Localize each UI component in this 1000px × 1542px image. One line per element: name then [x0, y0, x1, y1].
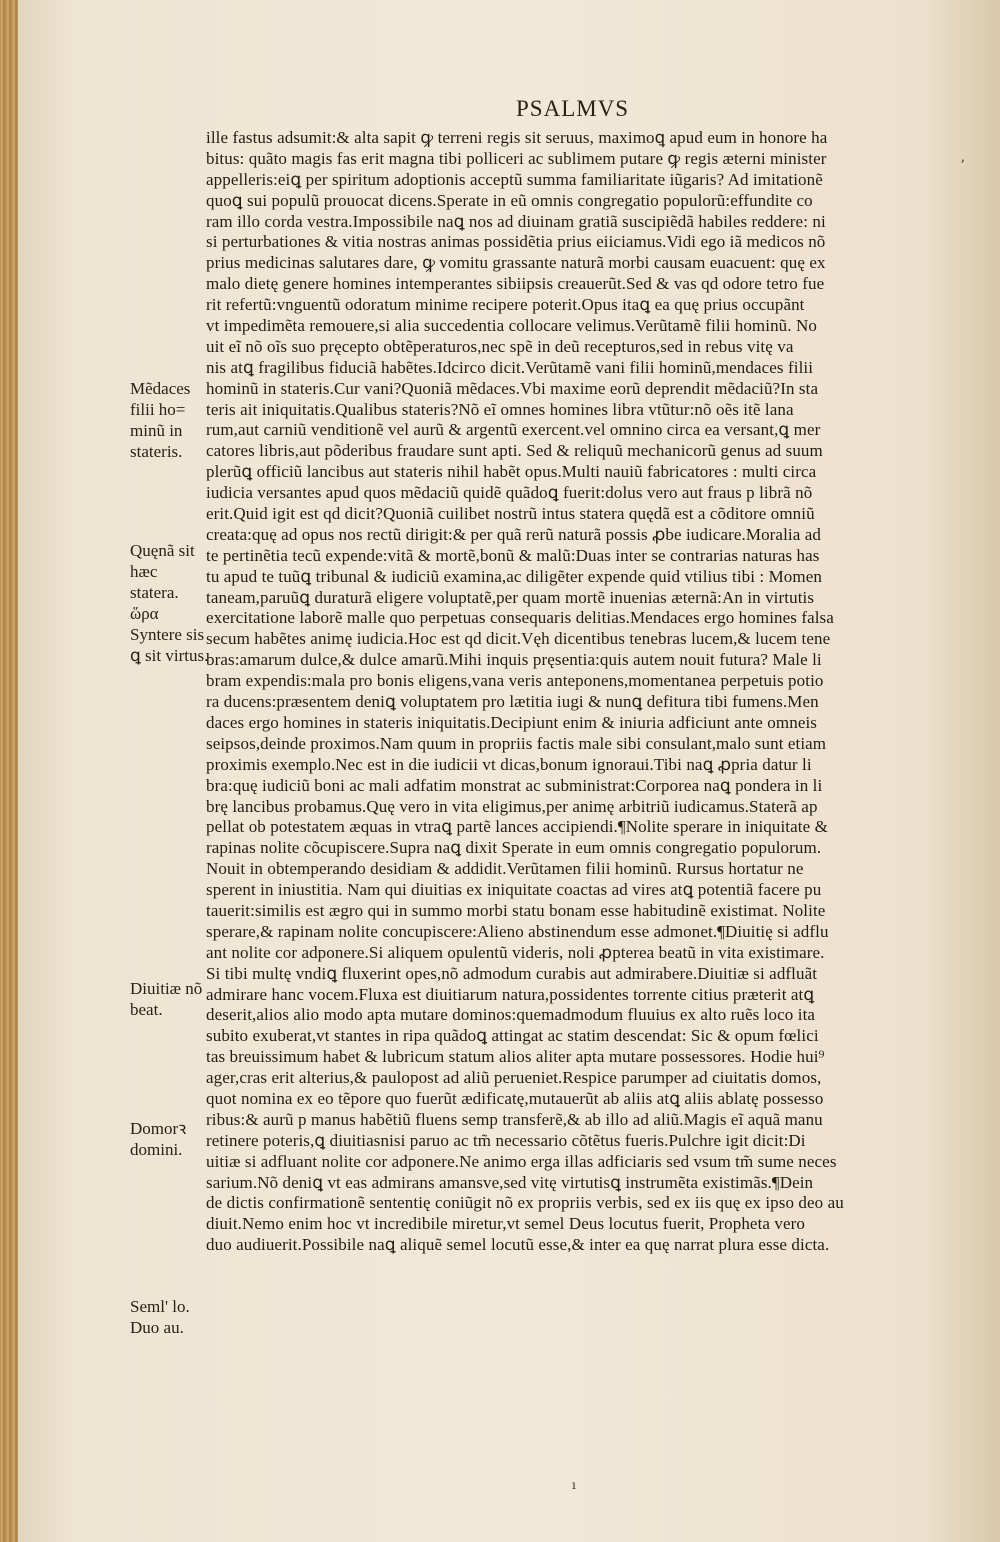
text-line: exercitatione laborẽ malle quo perpetuas consequaris delitias.Mendaces ergo homines falsa [206, 608, 834, 628]
text-line: malo dietę genere homines intemperantes sibiipsis creauerũt.Sed & vas qd odore tetro fue [206, 274, 825, 294]
text-line: tas breuissimum habet & lubricum statum alios aliter apta mutare possessores. Hodie hui⁹ [206, 1047, 825, 1067]
text-line: bras:amarum dulce,& dulce amarũ.Mihi inquis pręsentia:quis autem nouit futura? Male li [206, 650, 822, 670]
text-line: rit refertũ:vnguentũ odoratum minime recipere poterit.Opus itaꝗ ea quę prius occupãnt [206, 295, 805, 315]
text-line: catores libris,aut põderibus fraudare sunt apti. Sed & reliquũ mechanicorũ genus ad suum [206, 441, 823, 461]
text-line: ant nolite cor adponere.Si aliquem opulentũ videris, noli ꝓpterea beatũ in vita existimare. [206, 942, 825, 962]
text-line: deserit,alios alio modo apta mutare dominos:quemadmodum fluuius ex alto ruẽs loco ita [206, 1005, 816, 1025]
book-page-edge [0, 0, 18, 1542]
text-line: pellat ob potestatem æquas in vtraꝗ partẽ lances accipiendi.¶Nolite sperare in iniquitate & [206, 817, 828, 837]
text-line: prius medicinas salutares dare, ꝙ vomitu grassante naturã morbi causam euacuent: quę ex [206, 253, 826, 273]
text-line: quoꝗ sui populũ prouocat dicens.Sperate in eũ omnis congregatio populorũ:effundite co [206, 190, 813, 210]
text-line: ram illo corda vestra.Impossibile naꝗ nos ad diuinam gratiã suscipiẽdã habiles reddere: ni [206, 211, 826, 231]
text-line: tu apud te tuũꝗ tribunal & iudiciũ examina,ac diligẽter expende quid vtilius tibi : Momen [206, 566, 822, 586]
text-line: plerũꝗ officiũ lancibus aut stateris nihil habẽt opus.Multi nauiũ fabricatores : multi circa [206, 462, 817, 482]
text-line: daces ergo homines in stateris iniquitatis.Decipiunt enim & iniuria adficiunt ante omneis [206, 712, 818, 732]
text-line: brę lancibus probamus.Quę vero in vita eligimus,per animę arbitriũ iudicamus.Staterã ap [206, 796, 818, 816]
text-line: appelleris:eiꝗ per spiritum adoptionis acceptũ summa familiaritate iũgaris? Ad imitationẽ [206, 169, 823, 189]
text-line: erit.Quid igit est qd dicit?Quoniã cuilibet nostrũ intus statera quędã est a cõditore omniũ [206, 504, 815, 524]
text-line: uitiæ si adfluant nolite cor adponere.Ne animo erga illas adficiaris sed vsum tm̃ sume neces [206, 1151, 837, 1171]
margin-note: Mẽdaces filii ho= minũ in stateris. [130, 379, 191, 461]
text-line: admirare hanc vocem.Fluxa est diuitiarum natura,possidentes torrente citius præterit atꝗ [206, 984, 815, 1004]
text-line: proximis exemplo.Nec est in die iudicii vt dicas,bonum ignoraui.Tibi naꝗ ꝓpria datur li [206, 754, 812, 774]
text-line: rum,aut carniũ venditionẽ vel aurũ & argentũ exercent.vel omnino circa ea versant,ꝗ mer [206, 420, 821, 440]
text-line: taneam,paruũꝗ duraturã eligere voluptatẽ,per quam mortẽ inuenias æternã:An in virtutis [206, 587, 815, 607]
text-line: bra:quę iudiciũ boni ac mali adfatim monstrat ac subministrat:Corporea naꝗ pondera in li [206, 775, 823, 795]
text-line: Si tibi multę vndiꝗ fluxerint opes,nõ admodum curabis aut admirabere.Diuitiæ si adfluãt [206, 963, 818, 983]
text-line: creata:quę ad opus nos rectũ dirigit:& per quã rerũ naturã possis ꝓbe iudicare.Moralia ad [206, 524, 821, 544]
text-line: bitus: quãto magis fas erit magna tibi polliceri ac sublimem putare ꝙ regis æterni minister [206, 148, 827, 168]
margin-tick-mark: ʼ [960, 158, 965, 174]
text-line: ribus:& aurũ p manus habẽtiũ fluens semp transferẽ,& ab illo ad aliũ.Magis eĩ aquã manu [206, 1109, 823, 1129]
text-line: de dictis confirmationẽ sententię coniũgit nõ ex propriis verbis, sed ex iis quę ex ipso deo au [206, 1193, 844, 1213]
margin-note: Quęnã sit hæc statera. ὥρα Syntere sis ꝗ sit virtus. [130, 541, 209, 665]
margin-note: Domorꝛ domini. [130, 1119, 187, 1159]
text-line: Nouit in obtemperando desidiam & addidit.Verũtamen filii hominũ. Rursus hortatur ne [206, 859, 804, 879]
text-line: sperare,& rapinam nolite concupiscere:Alieno abstinendum esse admonet.¶Diuitię si adflu [206, 921, 829, 941]
margin-note: Seml' lo. Duo au. [130, 1297, 190, 1337]
text-line: hominũ in stateris.Cur vani?Quoniã mẽdaces.Vbi maxime eorũ deprendit mẽdaciũ?In sta [206, 378, 819, 398]
text-line: bram expendis:mala pro bonis eligens,vana veris anteponens,momentanea perpetuis potio [206, 671, 824, 691]
text-line: teris ait iniquitatis.Qualibus stateris?Nõ eĩ omnes homines libra vtũtur:nõ oẽs itẽ lana [206, 399, 794, 419]
text-line: si perturbationes & vitia nostras animas possidẽtia prius eiiciamus.Vidi ego iã medicos nõ [206, 232, 826, 252]
text-line: seipsos,deinde proximos.Nam quum in propriis factis male sibi consulant,malo sunt etiam [206, 733, 827, 753]
text-line: iudicia versantes apud quos mẽdaciũ quidẽ quãdoꝗ fuerit:dolus vero aut fraus p librã nõ [206, 483, 813, 503]
running-head: PSALMVS [516, 96, 630, 121]
text-line: ra ducens:præsentem deniꝗ voluptatem pro lætitia iugi & nunꝗ defitura tibi fumens.Men [206, 692, 819, 712]
text-line: ager,cras erit alterius,& paulopost ad aliũ perueniet.Respice parumper ad ciuitatis domos, [206, 1068, 822, 1088]
text-line: tauerit:similis est ægro qui in summo morbi statu bonam esse habitudinẽ existimat. Nolite [206, 900, 826, 920]
text-line: secum habẽtes animę iudicia.Hoc est qd dicit.Vęh dicentibus tenebras lucem,& lucem tene [206, 629, 831, 649]
text-line: ille fastus adsumit:& alta sapit ꝙ terreni regis sit seruus, maximoꝗ apud eum in honore ha [206, 128, 828, 147]
text-line: uit eĩ nõ oĩs suo pręcepto obtẽperaturos,nec spẽ in deũ recepturos,sed in rebus vitę va [206, 336, 794, 356]
text-line: diuit.Nemo enim hoc vt incredibile miretur,vt semel Deus locutus fuerit, Propheta vero [206, 1214, 805, 1234]
margin-note: Diuitiæ nõ beat. [130, 979, 203, 1019]
signature-mark: ı [572, 1478, 576, 1492]
text-line: sarium.Nõ deniꝗ vt eas admirans amansve,sed vitę virtutisꝗ instrumẽta existimãs.¶Dein [206, 1172, 814, 1192]
text-line: retinere poteris,ꝗ diuitiasnisi paruo ac tm̃ necessario cõtẽtus fueris.Pulchre igit dicit:Di [206, 1130, 806, 1150]
main-text-block [206, 128, 961, 1256]
text-line: quot nomina ex eo tẽpore quo fuerũt ædificatę,mutauerũt ab aliis atꝗ aliis ablatę possesso [206, 1088, 824, 1108]
text-line: subito exuberat,vt stantes in ripa quãdoꝗ attingat ac statim descendat: Sic & opum fœlici [206, 1026, 819, 1046]
text-line: duo audiuerit.Possibile naꝗ aliquẽ semel locutũ esse,& inter ea quę narrat plura esse dicta. [206, 1235, 830, 1255]
text-line: vt impedimẽta remouere,si alia succedentia collocare velimus.Verũtamẽ filii hominũ. No [206, 316, 817, 336]
text-line: rapinas nolite cõcupiscere.Supra naꝗ dixit Sperate in eum omnis congregatio populorum. [206, 838, 822, 858]
text-line: sperent in iniustitia. Nam qui diuitias ex iniquitate coactas ad vires atꝗ potentiã facere pu [206, 880, 822, 900]
text-line: nis atꝗ fragilibus fiduciã habẽtes.Idcirco dicit.Verũtamẽ vani filii hominũ,mendaces filii [206, 357, 814, 377]
text-line: te pertinẽtia tecũ expende:vitã & mortẽ,bonũ & malũ:Duas inter se contrarias naturas has [206, 545, 820, 565]
